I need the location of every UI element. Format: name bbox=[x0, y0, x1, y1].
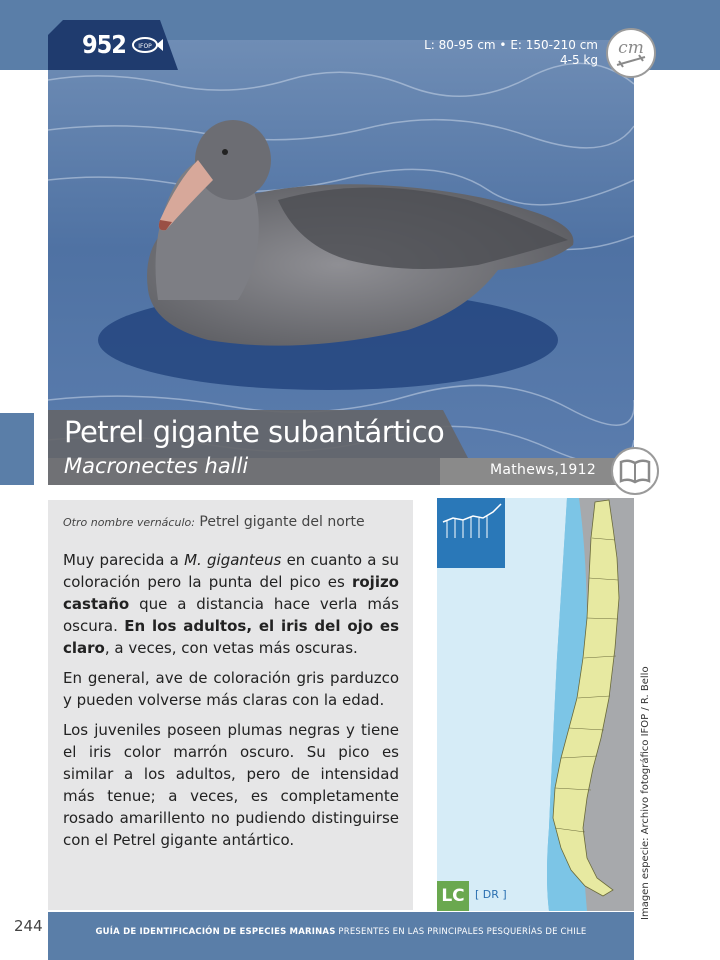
fish-logo-text: IFOP bbox=[138, 43, 152, 50]
status-source: [ DR ] bbox=[475, 888, 507, 901]
page-number: 244 bbox=[14, 917, 43, 935]
species-photo bbox=[48, 40, 634, 458]
photo-credit-wrapper bbox=[637, 666, 659, 920]
description-paragraph-1: Muy parecida a M. giganteus en cuanto a su coloración pero la punta del pico es rojizo castaño que a distancia hace verla más oscura. En los adultos, el iris del ojo es claro, a veces, con vetas más oscuras. bbox=[63, 551, 399, 657]
photo-credit: Imagen especie: Archivo fotográfico IFOP / R. Bello bbox=[640, 666, 651, 920]
vernacular-label: Otro nombre vernáculo: bbox=[63, 516, 195, 529]
vernacular-name bbox=[63, 514, 365, 530]
author: Mathews,1912 bbox=[490, 462, 597, 478]
description bbox=[63, 549, 399, 859]
fish-icon bbox=[130, 34, 164, 56]
description-paragraph-3: Los juveniles poseen plumas negras y tiene el iris color marrón oscuro. Su pico es similar a los adultos, pero de intensidad más tenue; a veces, es completamente rosado amarillento no pudiendo distinguirse con el Petrel gigante antártico. bbox=[63, 721, 399, 849]
section-tab bbox=[0, 413, 34, 485]
scientific-name: Macronectes halli bbox=[64, 454, 249, 478]
description-paragraph-2: En general, ave de coloración gris parduzco y pueden volverse más claras con la edad. bbox=[63, 669, 399, 709]
common-name: Petrel gigante subantártico bbox=[64, 415, 445, 449]
species-number: 952 bbox=[82, 30, 126, 59]
distribution-map bbox=[437, 498, 634, 911]
book-icon bbox=[610, 446, 660, 496]
measurements bbox=[424, 38, 598, 68]
vernacular-value: Petrel gigante del norte bbox=[199, 514, 365, 530]
cm-badge-text: cm bbox=[618, 38, 644, 58]
footer-title: GUÍA DE IDENTIFICACIÓN DE ESPECIES MARINAS PRESENTES EN LAS PRINCIPALES PESQUERÍAS DE CHILE bbox=[95, 927, 587, 937]
cm-badge-icon bbox=[605, 27, 657, 79]
weight: 4-5 kg bbox=[560, 53, 598, 67]
length-span: L: 80-95 cm • E: 150-210 cm bbox=[424, 38, 598, 52]
conservation-status-badge: LC bbox=[437, 881, 469, 911]
